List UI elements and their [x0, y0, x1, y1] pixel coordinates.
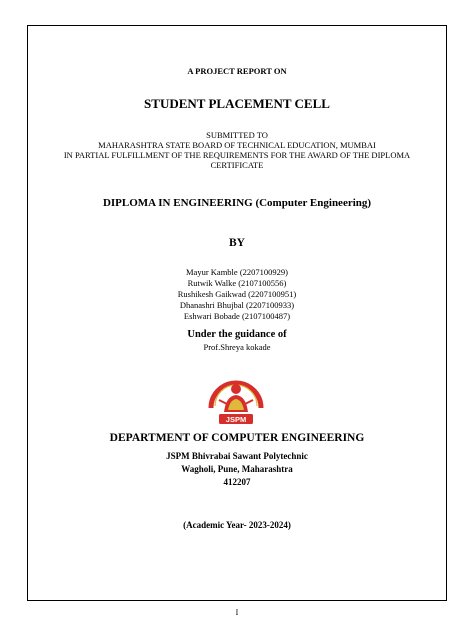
institute-name: JSPM Bhivrabai Sawant Polytechnic	[166, 451, 308, 461]
fulfillment-line: IN PARTIAL FULFILLMENT OF THE REQUIREMENTS FOR THE AWARD OF THE DIPLOMA	[63, 150, 411, 160]
submitted-to: SUBMITTED TO	[206, 130, 268, 140]
author-5: Eshwari Bobade (2107100487)	[183, 311, 291, 321]
logo-text: JSPM	[225, 415, 247, 424]
author-4: Dhanashri Bhujbal (2207100933)	[179, 300, 295, 310]
board-name: MAHARASHTRA STATE BOARD OF TECHNICAL EDUCATION, MUMBAI	[98, 140, 376, 150]
academic-year: (Academic Year- 2023-2024)	[183, 520, 291, 530]
department-heading: DEPARTMENT OF COMPUTER ENGINEERING	[109, 432, 365, 444]
guidance-label: Under the guidance of	[187, 329, 287, 340]
author-3: Rushikesh Gaikwad (2207100951)	[177, 289, 297, 299]
guide-name: Prof.Shreya kokade	[203, 342, 271, 352]
certificate-line: CERTIFICATE	[210, 160, 264, 170]
diploma-heading: DIPLOMA IN ENGINEERING (Computer Engineering)	[102, 197, 372, 209]
project-title: STUDENT PLACEMENT CELL	[144, 96, 330, 111]
author-2: Rutwik Walke (2107100556)	[187, 278, 287, 288]
author-1: Mayur Kamble (2207100929)	[186, 267, 288, 277]
page-number: I	[235, 608, 239, 617]
pin-code: 412207	[223, 477, 251, 487]
report-label: A PROJECT REPORT ON	[187, 66, 287, 76]
jspm-logo	[205, 370, 267, 430]
institute-address: Wagholi, Pune, Maharashtra	[181, 464, 293, 474]
by-heading: BY	[229, 237, 245, 249]
